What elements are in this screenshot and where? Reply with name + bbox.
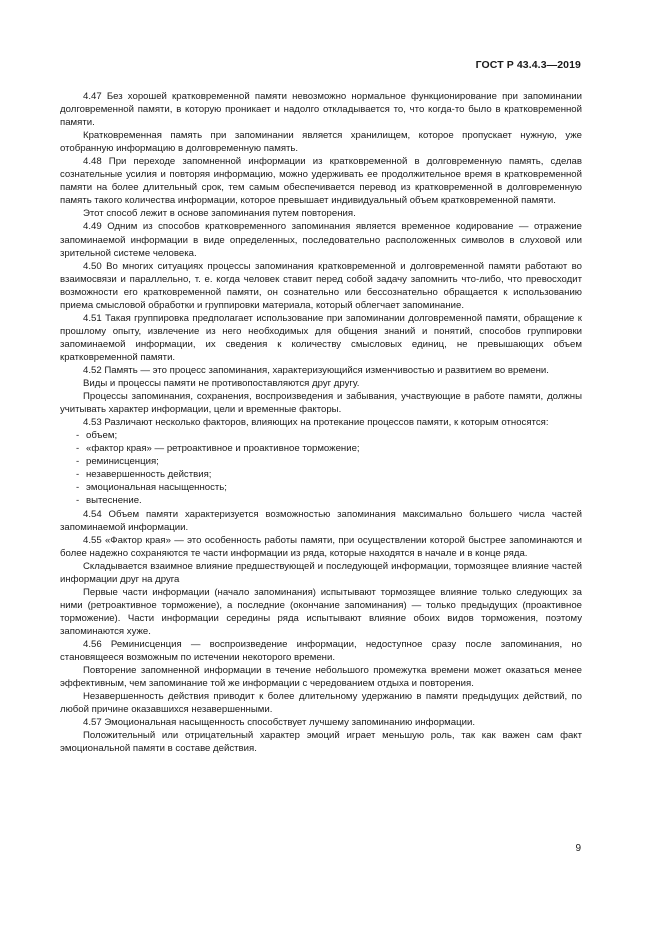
page-number: 9	[575, 843, 581, 854]
paragraph: Процессы запоминания, сохранения, воспроизведения и забывания, участвующие в работе памяти, должны учитывать характер информации, цели и временные факторы.	[60, 391, 582, 416]
list-item-text: объем;	[86, 430, 118, 442]
paragraph-4-52: 4.52 Память — это процесс запоминания, характеризующийся изменчивостью и развитием во времени.	[83, 364, 549, 376]
list-item	[60, 455, 582, 468]
list-item-text: незавершенность действия;	[86, 469, 212, 481]
list-item-text: реминисценция;	[86, 456, 159, 468]
paragraph: Положительный или отрицательный характер эмоций играет меньшую роль, так как важен сам факт эмоциональной памяти в составе действия.	[60, 730, 582, 755]
document-header: ГОСТ Р 43.4.3—2019	[475, 59, 581, 71]
paragraph-4-54: 4.54 Объем памяти характеризуется возможностью запоминания максимально большего числа частей запоминаемой информации.	[60, 508, 582, 533]
list-dash: -	[76, 495, 80, 507]
paragraph-4-47: 4.47 Без хорошей кратковременной памяти невозможно нормальное функционирование при запоминании долговременной памяти, в которую проникает и надолго откладывается то, что когда-то было в кратковременной памяти.	[60, 91, 582, 129]
paragraph: Незавершенность действия приводит к более длительному удержанию в памяти предыдущих действий, по любой причине оказавшихся незавершенными.	[60, 691, 582, 716]
list-dash: -	[76, 443, 80, 455]
list-item-text: эмоциональная насыщенность;	[86, 482, 227, 494]
paragraph-4-55: 4.55 «Фактор края» — это особенность работы памяти, при осуществлении которой быстрее запоминаются и более надежно сохраняются те части информации из ряда, которые находятся в начале и в конце ряда.	[60, 534, 582, 559]
paragraph: Кратковременная память при запоминании является хранилищем, которое пропускает нужную, уже отобранную информацию в долговременную память.	[60, 130, 582, 155]
list-dash: -	[76, 456, 80, 468]
paragraph: Складывается взаимное влияние предшествующей и последующей информации, тормозящее влияние частей информации друг на друга	[60, 560, 582, 585]
paragraph: Первые части информации (начало запоминания) испытывают тормозящее влияние только следующих за ними (ретроактивное торможение), а последние (окончание запоминания) — только предыдущих (проактивное торможение). Части информации середины ряда испытывают влияние обоих видов торможения, поэтому запоминаются хуже.	[60, 586, 582, 637]
paragraph: Повторение запомненной информации в течение небольшого промежутка времени может оказаться менее эффективным, чем запоминание той же информации с чередованием отдыха и повторения.	[60, 665, 582, 690]
paragraph-4-51: 4.51 Такая группировка предполагает использование при запоминании долговременной памяти, обращение к прошлому опыту, извлечение из него необходимых для общения знаний и понятий, способов группировки запоминаемой информации, их сведения к количеству смысловых единиц, не превышающих объем кратковременной памяти.	[60, 312, 582, 363]
paragraph-4-53: 4.53 Различают несколько факторов, влияющих на протекание процессов памяти, к которым относятся:	[83, 417, 549, 429]
paragraph-4-50: 4.50 Во многих ситуациях процессы запоминания кратковременной и долговременной памяти работают во взаимосвязи и параллельно, т. е. когда человек ставит перед собой задачу запомнить что-либо, что превосходит возможности его кратковременной памяти, он сознательно или бессознательно обращается к использованию приема смысловой обработки и группировки материала, который облегчает запоминание.	[60, 260, 582, 311]
list-item	[60, 481, 582, 494]
list-item	[60, 494, 582, 507]
list-dash: -	[76, 482, 80, 494]
document-body	[60, 90, 582, 755]
paragraph-4-56: 4.56 Реминисценция — воспроизведение информации, недоступное сразу после запоминания, но становящееся возможным по истечении некоторого времени.	[60, 638, 582, 664]
list-dash: -	[76, 430, 80, 442]
paragraph-4-49: 4.49 Одним из способов кратковременного запоминания является временное кодирование — отражение запоминаемой информации в виде определенных, последовательно расположенных символов в слуховой или зрительной системе человека.	[60, 221, 582, 259]
list-dash: -	[76, 469, 80, 481]
paragraph: Этот способ лежит в основе запоминания путем повторения.	[83, 208, 356, 220]
factors-list	[60, 429, 582, 507]
paragraph-4-57: 4.57 Эмоциональная насыщенность способствует лучшему запоминанию информации.	[83, 717, 475, 729]
list-item	[60, 442, 582, 455]
list-item-text: «фактор края» — ретроактивное и проактивное торможение;	[86, 443, 360, 455]
list-item	[60, 429, 582, 442]
paragraph: Виды и процессы памяти не противопоставляются друг другу.	[83, 378, 360, 390]
paragraph-4-48: 4.48 При переходе запомненной информации из кратковременной в долговременную память, сделав сознательные усилия и повторяя информацию, можно удерживать ее продолжительное время в кратковременной памяти на более длительный срок, тем самым обеспечивается перевод из кратковременной в долговременную память такого количества информации, которое превышает индивидуальный объем кратковременной памяти.	[60, 156, 582, 207]
list-item	[60, 468, 582, 481]
list-item-text: вытеснение.	[86, 495, 142, 507]
